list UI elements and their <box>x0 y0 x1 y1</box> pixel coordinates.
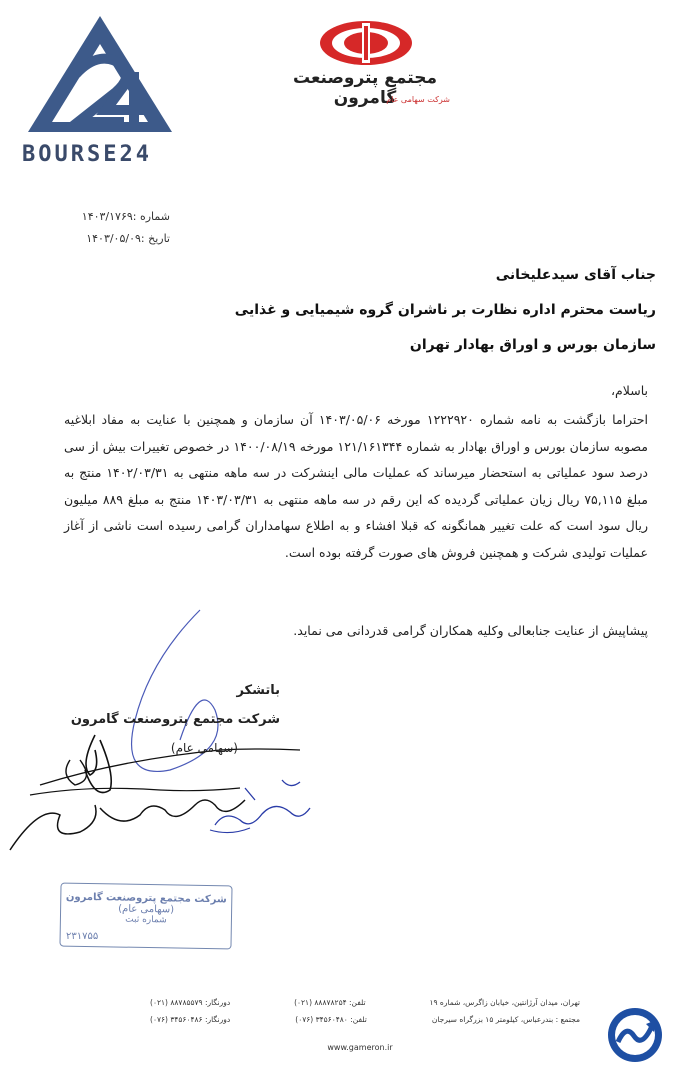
letter-closing: پیشاپیش از عنایت جنابعالی وکلیه همکاران گرامی قدردانی می نماید. <box>293 623 648 638</box>
greeting: باسلام، <box>611 383 648 398</box>
addressee-organization: سازمان بورس و اوراق بهادار تهران <box>409 337 656 353</box>
company-name: مجتمع پتروصنعت گامرون <box>292 68 438 108</box>
stamp-registration-label: شماره ثبت <box>125 914 167 926</box>
signature-thanks: باتشکر <box>236 683 280 698</box>
stamp-company: شرکت مجتمع پتروصنعت گامرون <box>65 891 227 906</box>
letter-body: احتراما بازگشت به نامه شماره ۱۲۲۲۹۲۰ مورخه ۱۴۰۳/۰۵/۰۶ آن سازمان و همچنین با عنایت به مفاد ابلاغیه مصوبه سازمان بورس و اوراق بهادار به شماره ۱۲۱/۱۶۱۳۴۴ مورخه ۱۴۰۰/۰۸/۱۹ در خصوص تغییرات بیش از سی درصد سود عملیاتی به استحضار میرساند که عملیات مالی اینشرکت در سه ماهه منتهی به ۱۴۰۲/۰۳/۳۱ منتج به مبلغ ۷۵,۱۱۵ ریال زیان عملیاتی گردیده که این رقم در سه ماهه منتهی به ۱۴۰۳/۰۳/۳۱ منتج به مبلغ ۸۸۹ میلیون ریال سود است که علت تغییر همانگونه که قبلا افشاء و به اطلاع سهامداران گرامی رسیده است ناشی از آغاز عملیات تولیدی شرکت و همچنین فروش های صورت گرفته بوده است. <box>64 412 649 560</box>
footer-website-link[interactable]: www.gameron.ir <box>327 1043 393 1052</box>
footer <box>150 998 580 1032</box>
footer-tehran-phone: تلفن: ۸۸۸۷۸۲۵۴ (۰۲۱) <box>294 998 366 1007</box>
footer-complex-address: مجتمع : بندرعباس، کیلومتر ۱۵ بزرگراه سیرجان <box>431 1015 580 1024</box>
stamp-registration-number: ۲۳۱۷۵۵ <box>66 931 99 942</box>
footer-complex-fax: دورنگار: ۳۴۵۶۰۴۸۶ (۰۷۶) <box>150 1015 231 1024</box>
footer-tehran-address: تهران، میدان آرژانتین، خیابان زاگرس، شماره ۱۹ <box>429 998 580 1007</box>
addressee-title: ریاست محترم اداره نظارت بر ناشران گروه شیمیایی و غذایی <box>234 302 656 318</box>
letter-date: تاریخ :۱۴۰۳/۰۵/۰۹ <box>86 232 170 245</box>
bourse24-logo-text: BOURSE24 <box>22 142 152 167</box>
stamp-company-type: (سهامی عام) <box>118 903 175 916</box>
footer-logo-icon <box>606 1006 664 1064</box>
signature-block <box>70 676 280 763</box>
gameron-logo-icon <box>318 18 414 68</box>
company-subtitle: شرکت سهامی عام <box>386 95 450 104</box>
signature-company-type: (سهامی عام) <box>170 741 238 755</box>
footer-complex-phone: تلفن: ۳۴۵۶۰۴۸۰ (۰۷۶) <box>295 1015 367 1024</box>
footer-tehran-fax: دورنگار: ۸۸۷۸۵۵۷۹ (۰۲۱) <box>150 998 231 1007</box>
addressee-name: جناب آقای سیدعلیخانی <box>495 267 656 283</box>
signature-company: شرکت مجتمع پتروصنعت گامرون <box>70 712 280 727</box>
letter-number: شماره :۱۴۰۳/۱۷۶۹ <box>81 210 170 223</box>
letter-reference <box>60 206 170 250</box>
addressee-block <box>156 258 656 363</box>
